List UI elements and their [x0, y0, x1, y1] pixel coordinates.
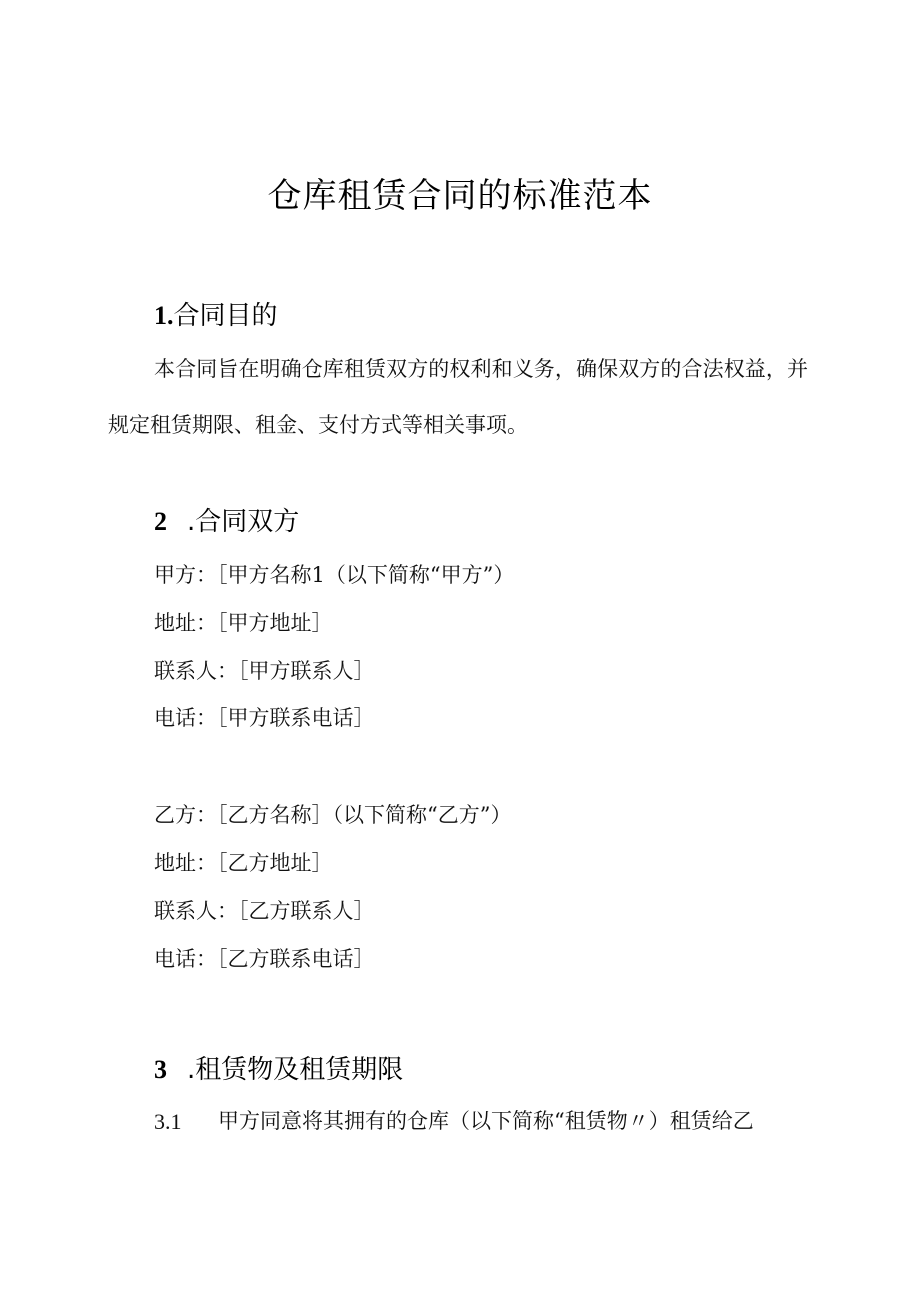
- document-title: 仓库租赁合同的标准范本: [267, 176, 653, 216]
- clause-3-1-number: 3.1: [154, 1109, 182, 1134]
- section-1-paragraph: 本合同旨在明确仓库租赁双方的权利和义务，确保双方的合法权益，并规定租赁期限、租金、支付方式等相关事项。: [108, 357, 808, 437]
- party-b-name-line: 乙方：［乙方名称］（以下简称“乙方”）: [154, 803, 512, 827]
- party-a-phone-line: 电话：［甲方联系电话］: [154, 706, 375, 730]
- section-3-heading: [154, 1054, 403, 1086]
- section-3-number: 3: [154, 1055, 167, 1084]
- section-1-heading: [154, 300, 278, 332]
- section-1-number: 1.: [154, 301, 174, 330]
- section-1-title: 合同目的: [173, 301, 278, 331]
- party-b-contact-line: 联系人：［乙方联系人］: [154, 899, 375, 923]
- party-b-address-line: 地址：［乙方地址］: [154, 851, 333, 875]
- section-2-heading: [154, 506, 299, 538]
- section-2-title: .合同双方: [187, 507, 300, 537]
- clause-3-1-text: 甲方同意将其拥有的仓库（以下简称“租赁物〃）租赁给乙: [218, 1109, 754, 1133]
- section-2-number: 2: [154, 507, 167, 536]
- section-3-title: .租赁物及租赁期限: [187, 1055, 404, 1085]
- party-a-address-line: 地址：［甲方地址］: [154, 611, 333, 635]
- party-b-phone-line: 电话：［乙方联系电话］: [154, 947, 375, 971]
- party-a-contact-line: 联系人：［甲方联系人］: [154, 659, 375, 683]
- party-a-name-line: 甲方：［甲方名称1（以下简称“甲方”）: [154, 563, 515, 587]
